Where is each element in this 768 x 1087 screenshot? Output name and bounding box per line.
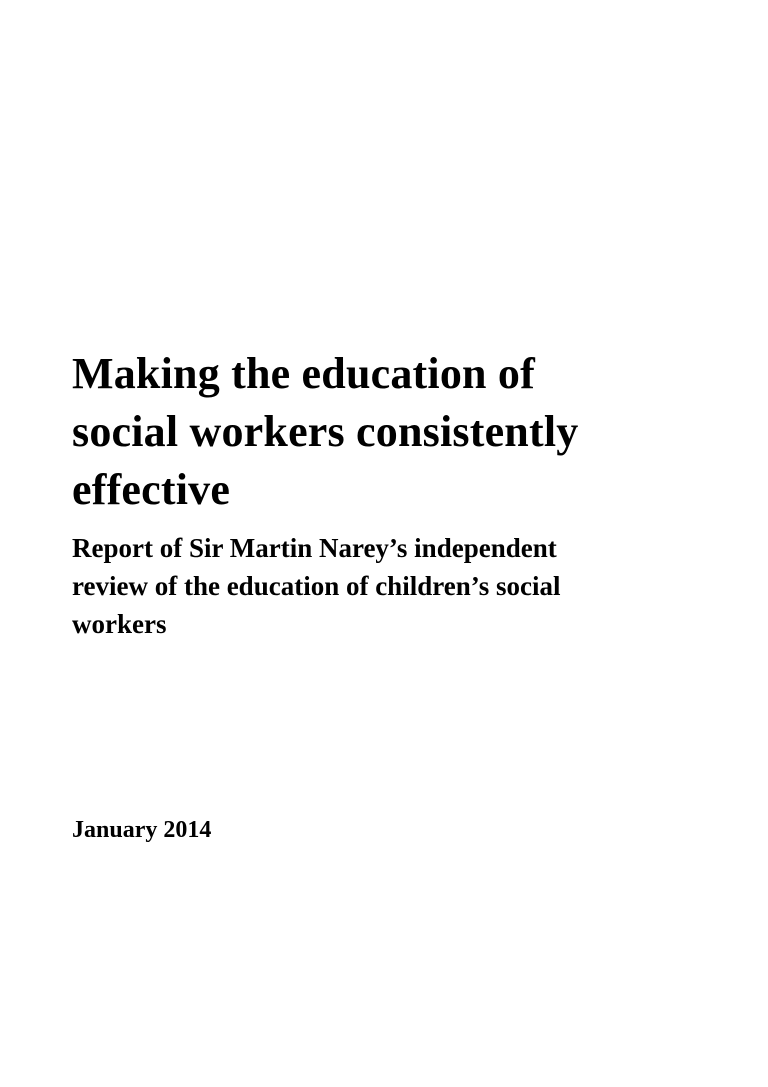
title-block <box>72 345 712 663</box>
title-line: Making the education of <box>72 349 535 398</box>
publication-date: January 2014 <box>72 817 212 843</box>
subtitle-line: workers <box>72 609 167 639</box>
subtitle-line: review of the education of children’s social <box>72 571 561 601</box>
document-subtitle <box>72 529 712 643</box>
title-line: social workers consistently <box>72 407 579 456</box>
title-line: effective <box>72 465 231 514</box>
document-title <box>72 345 712 519</box>
subtitle-line: Report of Sir Martin Narey’s independent <box>72 533 557 563</box>
